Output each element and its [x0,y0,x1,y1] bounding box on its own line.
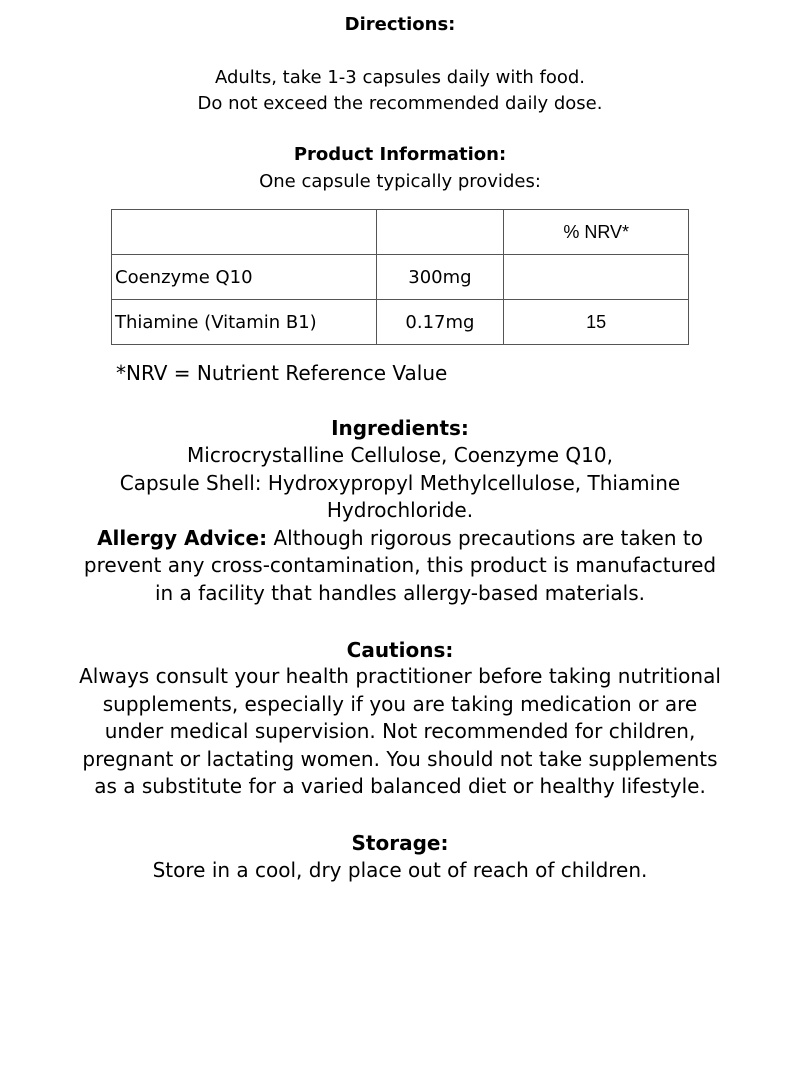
table-header-cell [112,210,377,255]
storage-text: Store in a cool, dry place out of reach of children. [152,858,648,882]
table-cell-amount: 300mg [376,255,504,300]
nutrition-table [111,209,689,345]
allergy-text: Although rigorous precautions are taken to [267,525,703,550]
directions-text [0,65,800,117]
ingredients-heading: Ingredients: [331,416,469,440]
table-header-cell [376,210,504,255]
table-cell-nrv: 15 [504,300,689,345]
table-row [112,255,689,300]
cautions-line: as a substitute for a varied balanced diet or healthy lifestyle. [94,774,706,798]
table-row [112,300,689,345]
cautions-heading: Cautions: [346,638,454,662]
allergy-line [0,525,800,553]
allergy-line: in a facility that handles allergy-based materials. [154,580,646,605]
table-cell-nutrient: Thiamine (Vitamin B1) [112,300,377,345]
cautions-line: supplements, especially if you are taking medication or are [102,691,698,716]
ingredients-line: Microcrystalline Cellulose, Coenzyme Q10, [187,443,613,467]
allergy-label: Allergy Advice: [97,525,268,550]
cautions-line: Always consult your health practitioner before taking nutritional [79,664,721,688]
directions-line: Adults, take 1-3 capsules daily with food. [214,67,586,88]
directions-line: Do not exceed the recommended daily dose. [197,93,603,114]
ingredients-line: Hydrochloride. [326,498,474,522]
cautions-line: pregnant or lactating women. You should not take supplements [82,746,718,771]
product-info-subheading: One capsule typically provides: [259,171,541,192]
cautions-line: under medical supervision. Not recommended for children, [104,719,696,743]
allergy-line: prevent any cross-contamination, this product is manufactured [83,553,717,577]
table-cell-amount: 0.17mg [376,300,504,345]
ingredients-text [0,442,800,607]
ingredients-line: Capsule Shell: Hydroxypropyl Methylcellulose, Thiamine [119,470,681,495]
directions-heading: Directions: [344,14,456,35]
storage-heading: Storage: [351,831,449,855]
table-header-row [112,210,689,255]
table-cell-nutrient: Coenzyme Q10 [112,255,377,300]
product-info-heading: Product Information: [293,144,507,165]
cautions-text [0,663,800,801]
table-cell-nrv [504,255,689,300]
nrv-footnote: *NRV = Nutrient Reference Value [116,361,448,385]
table-header-nrv: % NRV* [504,210,689,255]
